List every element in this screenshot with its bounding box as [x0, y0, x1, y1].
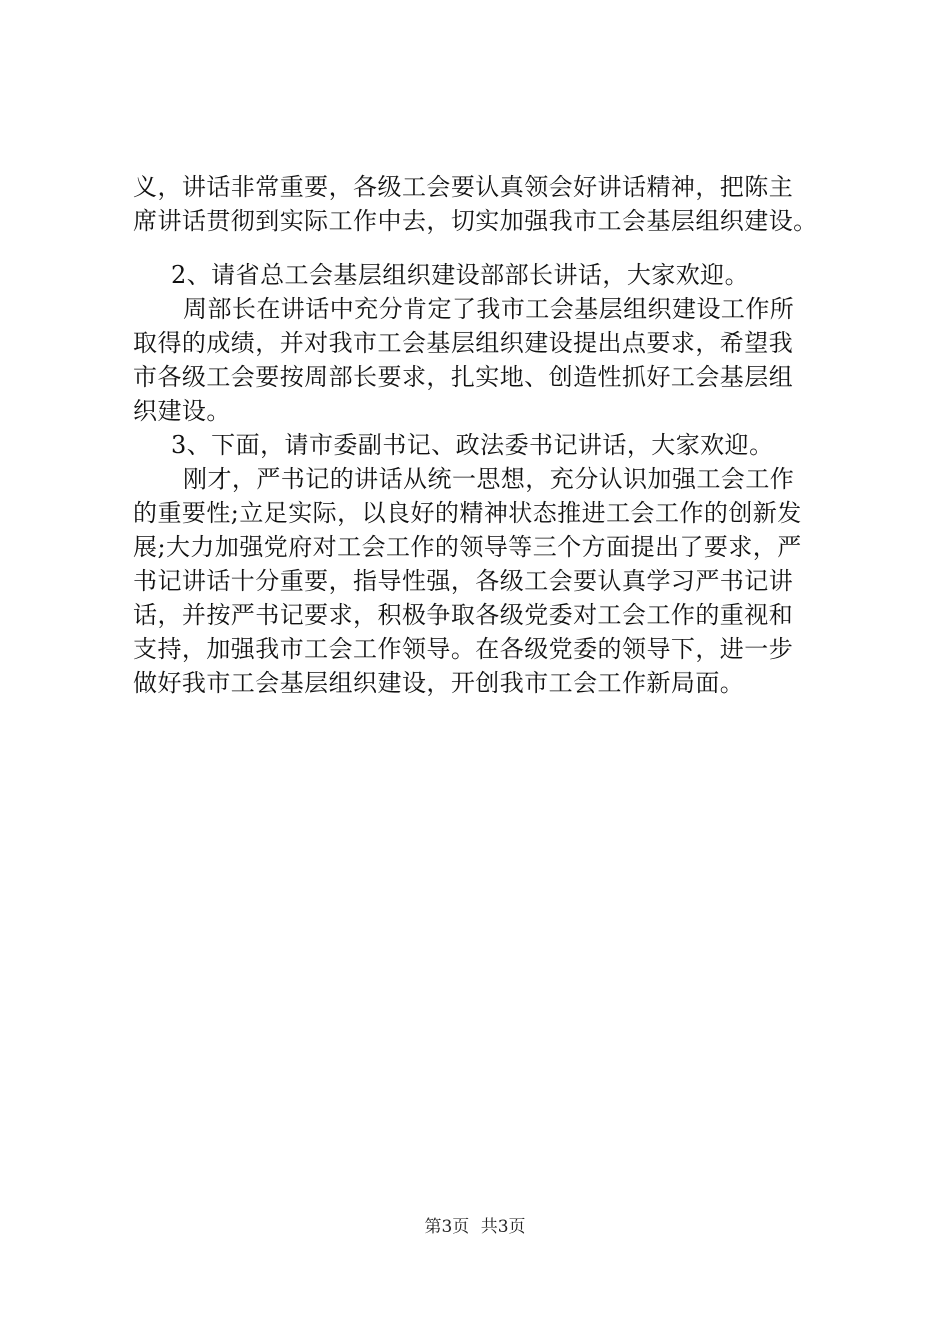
- text-line: 织建设。: [133, 397, 231, 425]
- paragraph-gap: [133, 238, 853, 258]
- text-line: 展;大力加强党府对工会工作的领导等三个方面提出了要求，严: [133, 533, 802, 561]
- text-line: 话，并按严书记要求，积极争取各级党委对工会工作的重视和: [133, 601, 794, 629]
- text-line: 的重要性;立足实际，以良好的精神状态推进工会工作的创新发: [133, 499, 802, 527]
- text-line: 义，讲话非常重要，各级工会要认真领会好讲话精神，把陈主: [133, 173, 794, 201]
- text-line: 席讲话贯彻到实际工作中去，切实加强我市工会基层组织建设。: [133, 207, 818, 235]
- text-line: 周部长在讲话中充分肯定了我市工会基层组织建设工作所: [183, 295, 795, 323]
- text-line: 支持，加强我市工会工作领导。在各级党委的领导下，进一步: [133, 635, 794, 663]
- text-line: 取得的成绩，并对我市工会基层组织建设提出点要求，希望我: [133, 329, 794, 357]
- item-2-heading: 2、请省总工会基层组织建设部部长讲话，大家欢迎。: [171, 261, 750, 289]
- document-body: [133, 170, 853, 700]
- text-line: 做好我市工会基层组织建设，开创我市工会工作新局面。: [133, 669, 745, 697]
- text-line: 市各级工会要按周部长要求，扎实地、创造性抓好工会基层组: [133, 363, 794, 391]
- page-total: 共3页: [480, 1217, 526, 1237]
- item-3-heading: 3、下面，请市委副书记、政法委书记讲话，大家欢迎。: [171, 431, 774, 459]
- page-number: 第3页: [424, 1217, 470, 1237]
- text-line: 刚才，严书记的讲话从统一思想，充分认识加强工会工作: [183, 465, 795, 493]
- text-line: 书记讲话十分重要，指导性强，各级工会要认真学习严书记讲: [133, 567, 794, 595]
- page-footer: [0, 1212, 950, 1237]
